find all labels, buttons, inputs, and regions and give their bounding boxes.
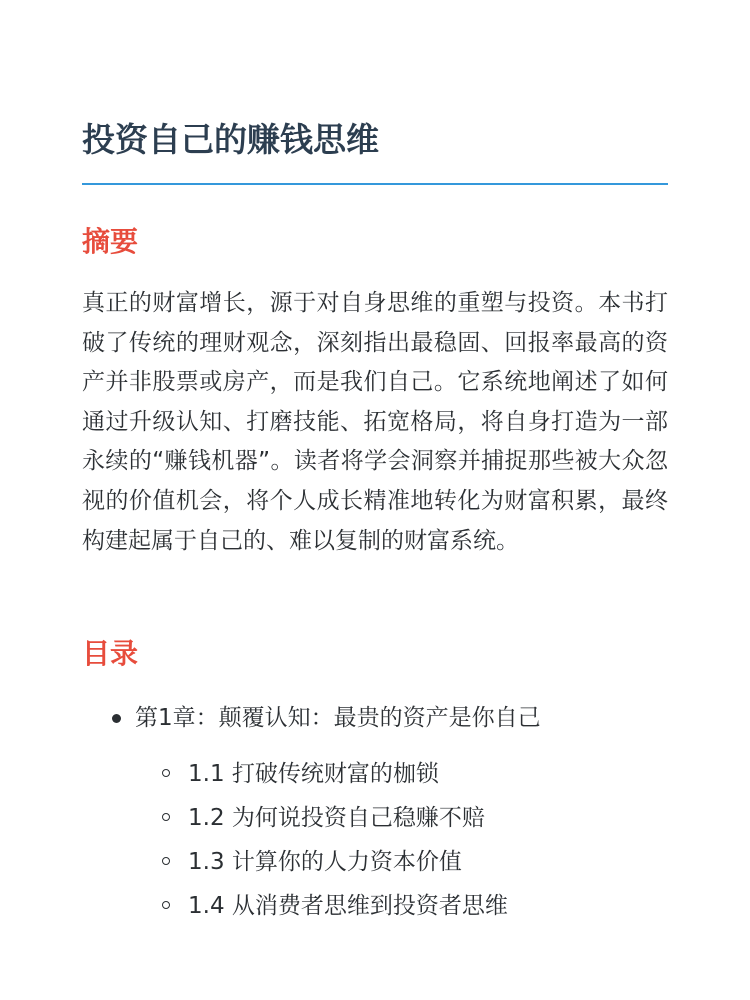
toc-section-1-1[interactable]	[82, 752, 668, 796]
toc-section-1-3[interactable]	[82, 840, 668, 884]
toc-chapter-label: 第1章：颠覆认知：最贵的资产是你自己	[135, 705, 541, 731]
toc-section-1-4[interactable]	[82, 884, 668, 928]
abstract-heading: 摘要	[82, 225, 139, 258]
document-title: 投资自己的赚钱思维	[82, 120, 379, 159]
toc-heading: 目录	[82, 637, 139, 670]
document-page	[82, 0, 668, 1000]
toc-section-label: 1.1 打破传统财富的枷锁	[188, 761, 439, 787]
hollow-bullet-icon	[162, 769, 170, 777]
toc-section-label: 1.2 为何说投资自己稳赚不赔	[188, 805, 485, 831]
abstract-paragraph: 真正的财富增长，源于对自身思维的重塑与投资。本书打破了传统的理财观念，深刻指出最稳固、回报率最高的资产并非股票或房产，而是我们自己。它系统地阐述了如何通过升级认知、打磨技能、拓宽格局，将自身打造为一部永续的“赚钱机器”。读者将学会洞察并捕捉那些被大众忽视的价值机会，将个人成长精准地转化为财富积累，最终构建起属于自己的、难以复制的财富系统。	[82, 290, 668, 554]
toc-chapter-1[interactable]	[82, 698, 668, 738]
hollow-bullet-icon	[162, 857, 170, 865]
hollow-bullet-icon	[162, 901, 170, 909]
title-divider	[82, 183, 668, 185]
toc-section-label: 1.3 计算你的人力资本价值	[188, 849, 462, 875]
toc-section-label: 1.4 从消费者思维到投资者思维	[188, 893, 508, 919]
toc-section-list	[82, 752, 668, 928]
table-of-contents	[82, 698, 668, 928]
toc-section-1-2[interactable]	[82, 796, 668, 840]
hollow-bullet-icon	[162, 813, 170, 821]
filled-bullet-icon	[112, 714, 121, 723]
